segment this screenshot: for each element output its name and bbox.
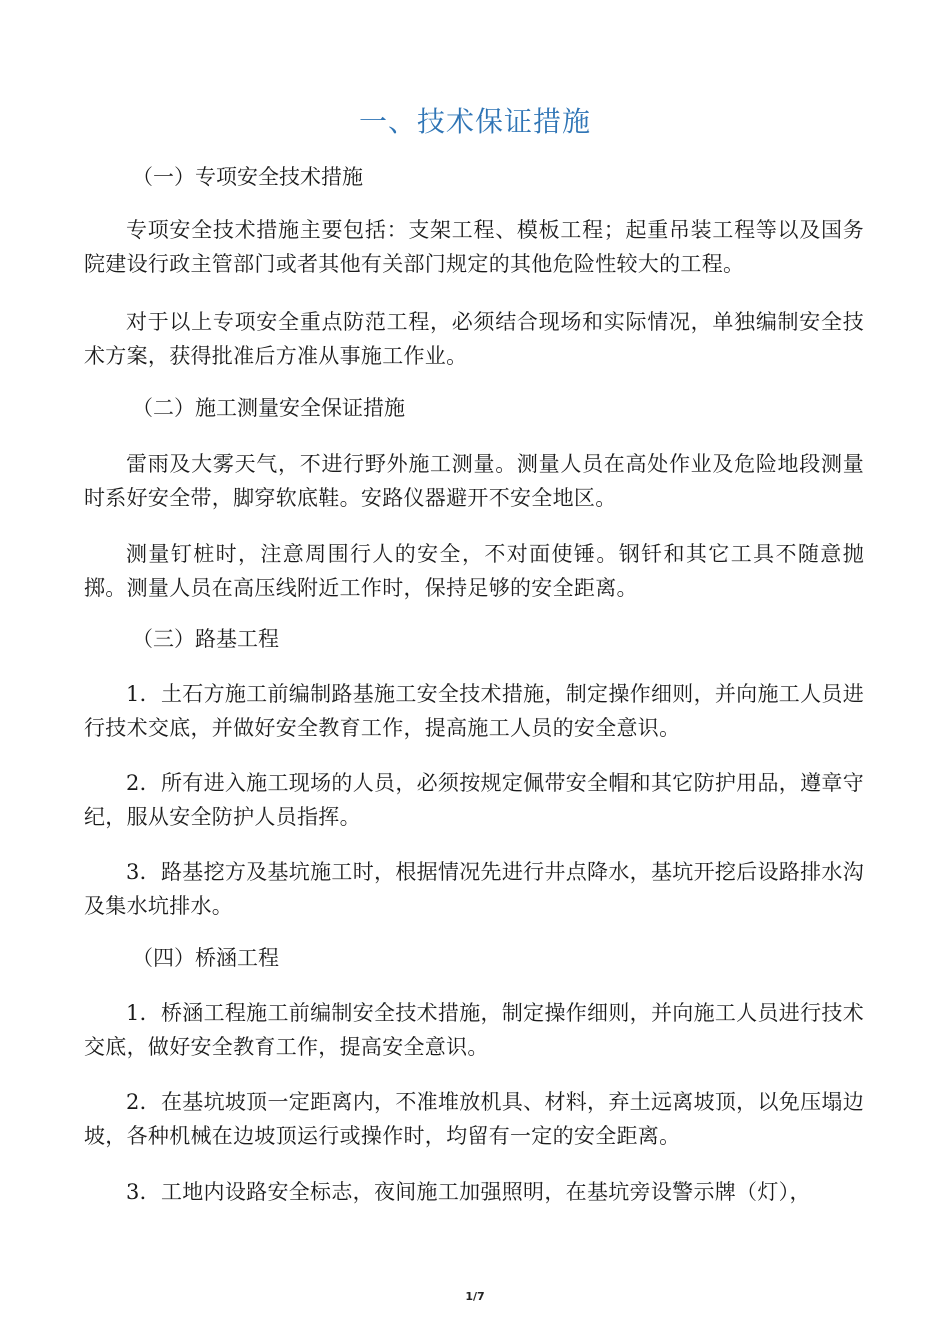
section-heading-3: （三）路基工程 <box>132 627 279 651</box>
paragraph: 2．在基坑坡顶一定距离内，不准堆放机具、材料，弃土远离坡顶，以免压塌边坡，各种机械在边坡顶运行或操作时，均留有一定的安全距离。 <box>84 1090 864 1148</box>
section-heading-1: （一）专项安全技术措施 <box>132 165 363 189</box>
paragraph: 测量钉桩时，注意周围行人的安全，不对面使锤。钢钎和其它工具不随意抛掷。测量人员在高压线附近工作时，保持足够的安全距离。 <box>84 542 864 600</box>
paragraph: 雷雨及大雾天气，不进行野外施工测量。测量人员在高处作业及危险地段测量时系好安全带，脚穿软底鞋。安路仪器避开不安全地区。 <box>84 452 864 510</box>
paragraph: 3．工地内设路安全标志，夜间施工加强照明，在基坑旁设警示牌（灯）， <box>126 1180 811 1204</box>
paragraph: 对于以上专项安全重点防范工程，必须结合现场和实际情况，单独编制安全技术方案，获得批准后方准从事施工作业。 <box>84 310 864 368</box>
paragraph: 2．所有进入施工现场的人员，必须按规定佩带安全帽和其它防护用品，遵章守纪，服从安全防护人员指挥。 <box>84 771 864 829</box>
paragraph: 3．路基挖方及基坑施工时，根据情况先进行井点降水，基坑开挖后设路排水沟及集水坑排水。 <box>84 860 864 918</box>
paragraph: 1．土石方施工前编制路基施工安全技术措施，制定操作细则，并向施工人员进行技术交底，并做好安全教育工作，提高施工人员的安全意识。 <box>84 682 864 740</box>
paragraph: 专项安全技术措施主要包括：支架工程、模板工程；起重吊装工程等以及国务院建设行政主管部门或者其他有关部门规定的其他危险性较大的工程。 <box>84 218 864 276</box>
section-heading-4: （四）桥涵工程 <box>132 946 279 970</box>
paragraph: 1．桥涵工程施工前编制安全技术措施，制定操作细则，并向施工人员进行技术交底，做好安全教育工作，提高安全意识。 <box>84 1001 864 1059</box>
page-title: 一、技术保证措施 <box>358 105 591 138</box>
page-number: 1/7 <box>465 1290 485 1303</box>
section-heading-2: （二）施工测量安全保证措施 <box>132 396 405 420</box>
